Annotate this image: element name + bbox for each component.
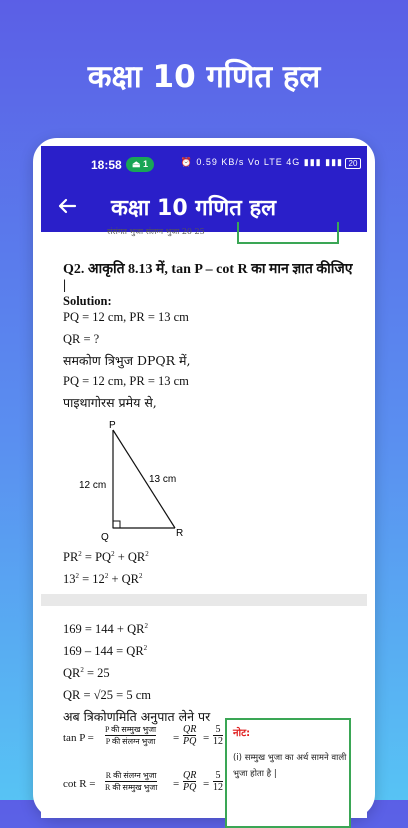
equation-line: QR = √25 = 5 cm	[63, 688, 151, 702]
tan-p-value: $\frac{5}{12}$	[213, 724, 223, 747]
note-box	[225, 718, 351, 828]
equals-sign: =	[203, 778, 210, 790]
hotspot-badge: ⏏ 1	[126, 157, 154, 172]
side-pr-label: 13 cm	[149, 474, 177, 485]
solution-line: PQ = 12 cm, PR = 13 cm	[63, 310, 189, 324]
vertex-r-label: R	[176, 528, 184, 539]
note-title: नोट:	[233, 728, 251, 739]
triangle-figure	[63, 422, 223, 547]
cot-r-label: cot R =	[63, 778, 96, 790]
equals-sign: =	[203, 732, 210, 744]
card-divider	[41, 594, 367, 606]
battery-icon: 20	[345, 158, 361, 169]
partial-previous-line: संसंगत भुजा संलग्न भुजा 20 25	[107, 227, 205, 236]
equals-sign: =	[173, 778, 180, 790]
cot-r-fraction-qr: $\frac{QR}{PQ}$	[183, 770, 197, 793]
solution-line: QR = ?	[63, 332, 100, 346]
status-bar	[41, 146, 367, 182]
equation-line: $169 - 144 = QR^2$	[63, 644, 148, 659]
equation-line: $169 = 144 + QR^2$	[63, 622, 148, 637]
back-arrow-icon[interactable]	[55, 194, 79, 218]
solution-content[interactable]	[41, 227, 367, 818]
solution-line: पाइथागोरस प्रमेय से,	[63, 395, 157, 410]
solution-label: Solution:	[63, 294, 112, 308]
equation-line: $PR^2 = PQ^2 + QR^2$	[63, 550, 149, 565]
vertex-q-label: Q	[101, 532, 109, 543]
equation-line: $QR^2 = 25$	[63, 666, 110, 681]
equals-sign: =	[173, 732, 180, 744]
status-time: 18:58	[91, 158, 122, 172]
previous-note-box	[237, 222, 339, 244]
equation-line: $13^2 = 12^2 + QR^2$	[63, 572, 143, 587]
app-title: कक्षा 10 गणित हल	[111, 196, 277, 221]
solution-card-1	[41, 227, 367, 594]
cot-r-value: $\frac{5}{12}$	[213, 770, 223, 793]
tan-p-fraction: P की सम्मुख भुजा P की संलग्न भुजा	[105, 725, 157, 746]
tan-p-label: tan P =	[63, 732, 94, 744]
side-pq-label: 12 cm	[79, 480, 107, 491]
promo-title: कक्षा 10 गणित हल	[87, 59, 321, 95]
status-icons: ⏰ 0.59 KB/s Vo LTE 4G ▮▮▮ ▮▮▮	[180, 157, 343, 167]
tan-p-fraction-qr: $\frac{QR}{PQ}$	[183, 724, 197, 747]
solution-line: समकोण त्रिभुज DPQR में,	[63, 353, 191, 368]
ratio-line: अब त्रिकोणमिति अनुपात लेने पर	[63, 709, 211, 724]
question-title: Q2. आकृति 8.13 में, tan P – cot R का मान ज्ञात कीजिए |	[63, 262, 353, 293]
phone-frame	[33, 138, 375, 818]
vertex-p-label: P	[109, 420, 116, 431]
note-text: (i) सम्मुख भुजा का अर्थ सामने वाली भुजा होता है |	[233, 753, 347, 779]
cot-r-fraction: R की संलग्न भुजा R की सम्मुख भुजा	[105, 771, 158, 792]
solution-line: PQ = 12 cm, PR = 13 cm	[63, 374, 189, 388]
